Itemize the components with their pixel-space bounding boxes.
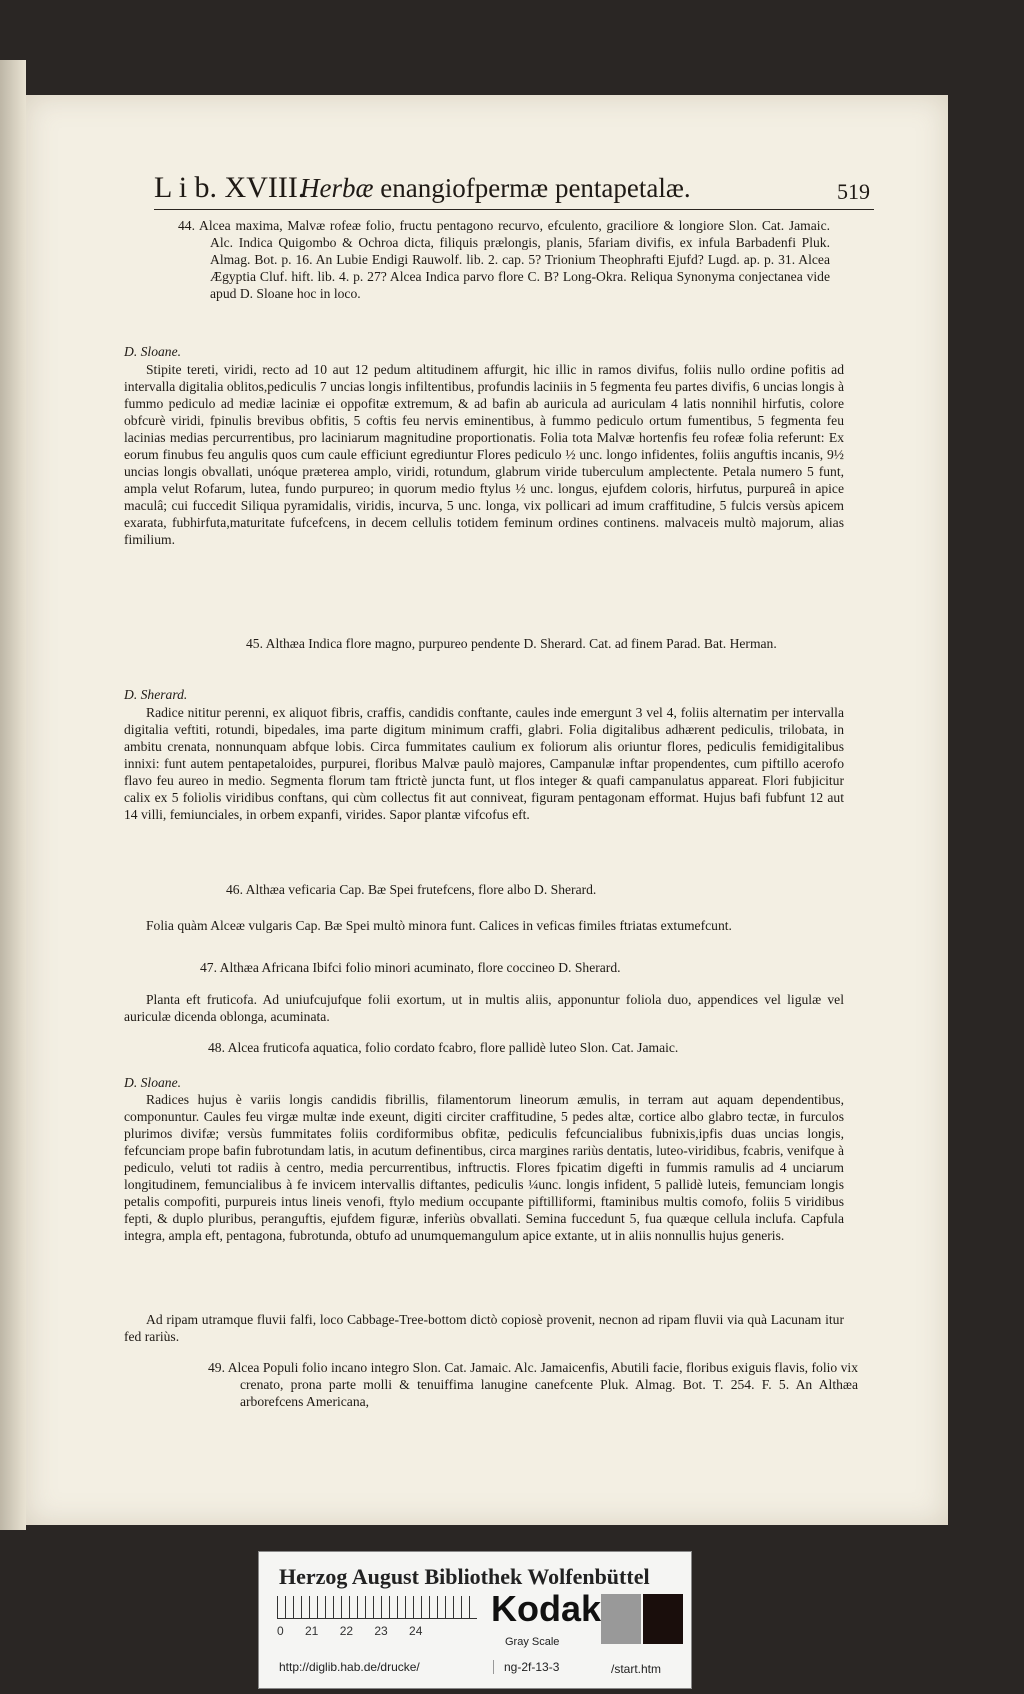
running-header bbox=[154, 169, 874, 210]
description-44: Stipite tereti, viridi, recto ad 10 aut 12 pedum altitudinem affurgit, hic illic in ramos divifus, foliis nullo ordine pofitis ad intervalla digitalia oblitos,pediculis 7 uncias longis infiltentibus, profundis laciniis in 5 fegmenta feu partes divifis, 6 uncias longis à fummo pediculo ad mediæ laciniæ ei oppofitæ extremum, & ad bafin ab auricula ad auriculam 4 latis nonnihil hirfutis, colore obfcurè viridi, fpinulis brevibus obfitis, 5 coftis feu nervis eminentibus, à fummo pediculo ortum fumentibus, 5 fegmenta feu lacinias medias percurrentibus, pro laciniarum magnitudine proportionatis. Folia tota Malvæ hortenfis feu rofeæ folia referunt: Ex eorum finubus feu angulis quos cum caule efficiunt egrediuntur Flores pediculo ½ unc. longo infidentes, foliis anguftis incanis, 9½ uncias longis obvallati, unóque præterea amplo, viridi, rotundum, glabrum viride tuberculum amplectente. Petala numero 5 funt, ampla velut Rofarum, lutea, fundo purpureo; in quorum medio ftylus ½ unc. longus, ejufdem coloris, hirfutus, purpureâ in apice maculâ; cui fuccedit Siliqua pyramidalis, viridis, incurva, 5 unc. longa, vix pollicari ad imum craffitudine, 5 fulcis versùs apicem exarata, fubhirfuta,maturitate fufcefcens, in decem cellulis totidem feminum ordines continens. malvaceis multò majorum, alias fimilium. bbox=[124, 362, 844, 547]
description-45: Radice nititur perenni, ex aliquot fibris, craffis, candidis conftante, caules inde emergunt 3 vel 4, foliis alternatim per intervalla digitalia veftiti, rotundi, bipedales, ima parte digitum minimum craffi, glabri. Folia digitalibus adhærent pediculis, trilobata, in ambitu crenata, nonnunquam abfque lobis. Circa fummitates caulium ex foliorum alis oriuntur flores, pediculis femidigitalibus innixi: funt autem pentapetaloides, purpurei, floribus Malvæ paulò majores, Campanulæ inftar propendentes, cum piftillo acerofo flavo feu aureo in medio. Segmenta florum tam ftrictè juncta funt, ut flos integer & quafi campanulatus appareat. Flori fubjicitur calix ex 5 foliolis viridibus conftans, qui cùm collectus fit aut conniveat, figuram pentagonam efformat. Hujus bafi fubfunt 12 aut 14 villi, femiunciales, in orbem expanfi, virides. Sapor plantæ vifcofus eft. bbox=[124, 705, 844, 822]
entry-44: 44. Alcea maxima, Malvæ rofeæ folio, fructu pentagono recurvo, efculento, graciliore & longiore Slon. Cat. Jamaic. Alc. Indica Quigombo & Ochroa dicta, filiquis prælongis, planis, 5fariam divifis, ex infula Barbadenfi Pluk. Almag. Bot. p. 16. An Lubie Endigi Rauwolf. lib. 2. cap. 5? Trionium Theophrafti Ejufd? Lugd. ap. p. 31. Alcea Ægyptia Cluf. hift. lib. 4. p. 27? Alcea Indica parvo flore C. B? Long-Okra. Reliqua Synonyma conjectanea vide apud D. Sloane hoc in loco. bbox=[178, 218, 830, 301]
gray-patch bbox=[601, 1594, 641, 1644]
measurement-ruler bbox=[277, 1596, 477, 1619]
library-name: Herzog August Bibliothek Wolfenbüttel bbox=[279, 1564, 650, 1589]
running-title-italic: Herbæ bbox=[300, 173, 374, 203]
kodak-logo: Kodak bbox=[491, 1588, 602, 1629]
book-page bbox=[26, 95, 948, 1525]
source-label-45: D. Sherard. bbox=[124, 687, 188, 702]
archive-footer-card bbox=[258, 1551, 692, 1689]
description-46: Folia quàm Alceæ vulgaris Cap. Bæ Spei multò minora funt. Calices in veficas fimiles ftriatas extumefcunt. bbox=[146, 918, 732, 933]
habitat-48: Ad ripam utramque fluvii falfi, loco Cabbage-Tree-bottom dictò copiosè provenit, necnon ad ripam fluvii via quà Lacunam itur fed rariùs. bbox=[124, 1312, 844, 1344]
shelf-signature: ng-2f-13-3 bbox=[493, 1660, 559, 1674]
gray-scale-label: Gray Scale bbox=[505, 1636, 560, 1648]
source-label-44: D. Sloane. bbox=[124, 344, 182, 359]
source-label-48: D. Sloane. bbox=[124, 1075, 182, 1090]
running-title-rest: enangiofpermæ pentapetalæ. bbox=[373, 173, 691, 203]
book-number: L i b. XVIII. bbox=[154, 171, 306, 204]
adjacent-page-edge bbox=[0, 60, 26, 1530]
archive-url[interactable]: http://diglib.hab.de/drucke/ bbox=[279, 1660, 420, 1674]
description-47: Planta eft fruticofa. Ad uniufcujufque folii exortum, ut in multis aliis, apponuntur foliola duo, appendices vel ligulæ vel auriculæ dicenda oblonga, acuminata. bbox=[124, 992, 844, 1024]
entry-47: 47. Althæa Africana Ibifci folio minori acuminato, flore coccineo D. Sherard. bbox=[200, 960, 621, 975]
entry-46: 46. Althæa veficaria Cap. Bæ Spei frutefcens, flore albo D. Sherard. bbox=[226, 882, 597, 897]
description-48: Radices hujus è variis longis candidis fibrillis, filamentorum lineorum æmulis, in terram aut aquam dependentibus, componuntur. Caules feu virgæ multæ inde exeunt, digiti circiter craffitudine, 5 pedes altæ, cortice albo glabro tectæ, in furculos plurimos divifæ; versùs fummitates foliis cordiformibus obfitæ, pediculis fefcuncialibus fubnixis,ipfis duas uncias longis, fefcunciam prope bafin fubrotundam latis, in acutum definentibus, circa margines rariùs dentatis, luteo-viridibus, fcabris, venifque à pediculo, veluti tot radiis à centro, media percurrentibus, inftructis. Flores fpicatim digefti in fummis ramulis ad 4 unciarum longitudinem, femuncialibus à fe invicem intervallis diftantes, pediculis ¼unc. longis infident, 5 pallidè luteis, femunciam longis petalis compofiti, purpureis intus lineis venofi, ftylo medium occupante piftilliformi, ftaminibus multis comofo, foliis 5 viridibus fepti, & duplo pluribus, peranguftis, ejufdem figuræ, inferiùs obvallati. Semina fuccedunt 5, fua quæque cellula inclufa. Capfula integra, ampla eft, pentagona, fubrotunda, obtufo ad unumquemangulum apice extante, ut in aliis nonnullis hujus generis. bbox=[124, 1092, 844, 1243]
ruler-numbers: 0 21 22 23 24 bbox=[277, 1624, 423, 1638]
running-title bbox=[300, 173, 691, 204]
entry-49: 49. Alcea Populi folio incano integro Slon. Cat. Jamaic. Alc. Jamaicenfis, Abutili facie, floribus exiguis flavis, folio vix crenato, prona parte molli & tenuiffima lanugine canefcente Pluk. Almag. Bot. T. 254. F. 5. An Althæa arborefcens Americana, bbox=[208, 1360, 858, 1409]
start-link[interactable]: /start.htm bbox=[611, 1662, 662, 1676]
page-number: 519 bbox=[837, 179, 870, 204]
black-patch bbox=[643, 1594, 683, 1644]
entry-45: 45. Althæa Indica flore magno, purpureo pendente D. Sherard. Cat. ad finem Parad. Bat. Herman. bbox=[246, 636, 777, 651]
entry-48: 48. Alcea fruticofa aquatica, folio cordato fcabro, flore pallidè luteo Slon. Cat. Jamaic. bbox=[208, 1040, 679, 1055]
